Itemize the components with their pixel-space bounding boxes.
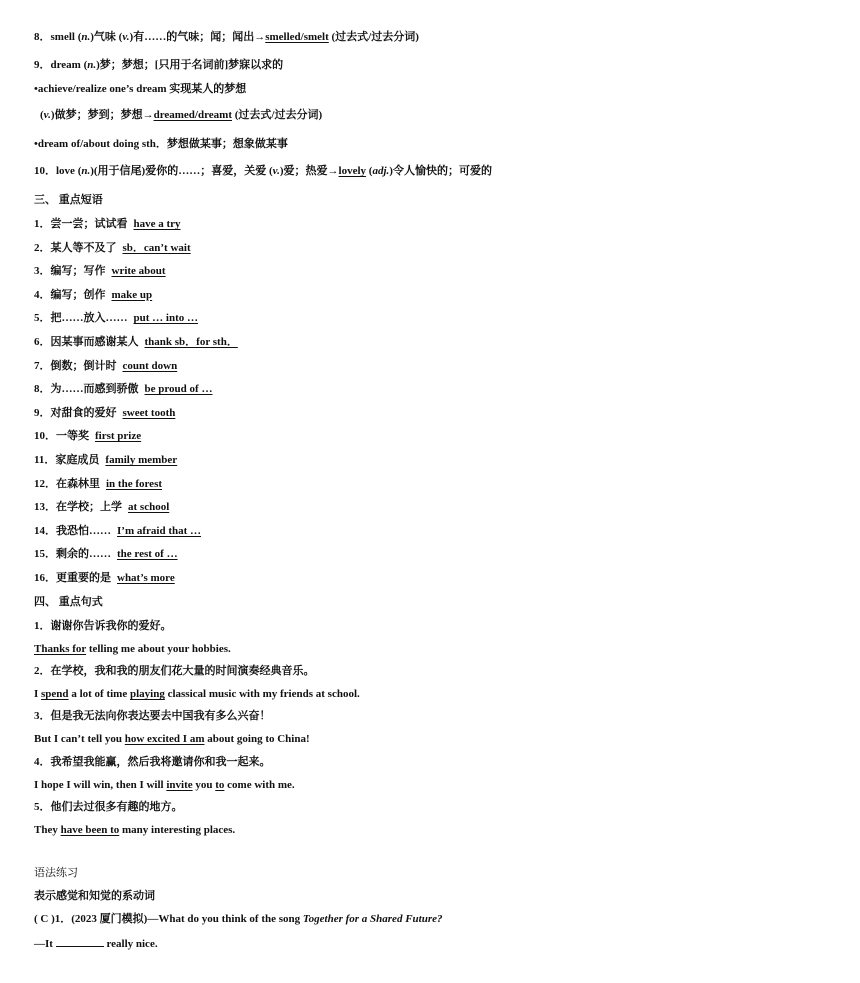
answer: invite (166, 779, 193, 791)
phrase-item (34, 241, 191, 255)
vocab-dream-phrase: •achieve/realize one’s dream 实现某人的梦想 (34, 83, 247, 95)
phrase-answer: first prize (95, 430, 142, 443)
phrase-answer: family member (105, 454, 178, 466)
phrase-cn: 1．尝一尝；试试看 (34, 218, 128, 230)
answer-blank[interactable] (56, 936, 104, 947)
phrase-item (34, 477, 162, 491)
phrase-cn: 14．我恐怕…… (34, 524, 111, 537)
phrase-answer: put … into … (133, 312, 198, 325)
sentence-4-en: I hope I will win, then I will invite you to come with me. (34, 779, 295, 791)
vocab-dream-noun: 9．dream (n.)梦；梦想；[只用于名词前]梦寐以求的 (34, 59, 284, 71)
phrase-item (34, 335, 238, 349)
song-title: Together for a Shared Future? (302, 913, 443, 925)
phrase-item (34, 571, 175, 585)
answer: smelled/smelt (265, 31, 329, 43)
question-1-answer-line: —It really nice. (34, 938, 158, 950)
phrase-item (34, 217, 181, 231)
answer: have been to (60, 824, 120, 836)
phrase-cn: 8．为……而感到骄傲 (34, 383, 139, 396)
phrase-item (34, 524, 201, 538)
phrase-item (34, 453, 177, 467)
sentence-1-en: Thanks for telling me about your hobbies. (34, 643, 231, 655)
answer: Thanks for (34, 643, 87, 655)
grammar-title: 语法练习 (34, 867, 78, 879)
phrase-item (34, 547, 178, 561)
section-title-sentences: 四、 重点句式 (34, 596, 103, 608)
phrase-cn: 15．剩余的…… (34, 548, 111, 561)
phrase-answer: sweet tooth (122, 406, 176, 419)
phrase-cn: 11．家庭成员 (34, 454, 100, 466)
sentence-4-cn: 4．我希望我能赢，然后我将邀请你和我一起来。 (34, 756, 271, 768)
phrase-item (34, 288, 152, 302)
phrase-item (34, 429, 141, 443)
answer: spend (41, 688, 69, 700)
phrase-cn: 9．对甜食的爱好 (34, 406, 117, 419)
vocab-smell: 8．smell (n.)气味 (v.)有……的气味；闻；闻出→smelled/smelt (过去式/过去分词) (34, 31, 419, 43)
answer: to (215, 779, 225, 791)
sentence-1-cn: 1．谢谢你告诉我你的爱好。 (34, 620, 172, 632)
grammar-subtitle: 表示感觉和知觉的系动词 (34, 890, 155, 902)
vocab-dream-of: •dream of/about doing sth．梦想做某事；想象做某事 (34, 138, 288, 150)
phrase-answer: what’s more (117, 572, 175, 584)
phrase-cn: 3．编写；写作 (34, 265, 106, 278)
phrase-item (34, 406, 175, 420)
vocab-dream-verb: (v.)做梦；梦到；梦想→dreamed/dreamt (过去式/过去分词) (40, 109, 323, 121)
phrase-item (34, 500, 169, 514)
phrase-answer: the rest of … (117, 548, 178, 561)
phrase-answer: make up (111, 288, 153, 301)
answer: dreamed/dreamt (153, 109, 232, 121)
phrase-cn: 6．因某事而感谢某人 (34, 336, 139, 348)
phrase-item (34, 311, 198, 325)
phrase-answer: have a try (133, 218, 181, 230)
sentence-5-cn: 5．他们去过很多有趣的地方。 (34, 801, 183, 813)
sentence-2-cn: 2．在学校，我和我的朋友们花大量的时间演奏经典音乐。 (34, 665, 315, 677)
phrase-cn: 7．倒数；倒计时 (34, 359, 117, 372)
phrase-item (34, 264, 166, 278)
sentence-5-en: They have been to many interesting places. (34, 824, 236, 836)
phrase-cn: 2．某人等不及了 (34, 241, 117, 254)
phrase-cn: 13．在学校；上学 (34, 501, 122, 514)
phrase-cn: 4．编写；创作 (34, 288, 106, 301)
phrase-answer: I’m afraid that … (117, 524, 202, 537)
phrase-answer: sb．can’t wait (122, 241, 191, 254)
sentence-3-en: But I can’t tell you how excited I am about going to China! (34, 733, 310, 745)
phrase-item (34, 359, 177, 373)
phrase-cn: 10．一等奖 (34, 430, 89, 443)
phrase-item (34, 382, 212, 396)
answer: how excited I am (124, 733, 205, 745)
answer: lovely (338, 165, 367, 177)
phrase-cn: 5．把……放入…… (34, 312, 128, 325)
question-1: ( C )1．(2023 厦门模拟)—What do you think of the song Together for a Shared Future? (34, 913, 443, 925)
phrase-cn: 12．在森林里 (34, 477, 100, 490)
vocab-love: 10．love (n.)(用于信尾)爱你的……；喜爱，关爱 (v.)爱；热爱→lovely (adj.)令人愉快的；可爱的 (34, 165, 492, 177)
phrase-answer: be proud of … (144, 383, 213, 396)
phrase-cn: 16．更重要的是 (34, 572, 111, 584)
phrase-answer: thank sb．for sth． (144, 336, 238, 348)
phrase-answer: at school (128, 501, 170, 514)
answer: playing (129, 688, 165, 700)
phrase-answer: count down (122, 359, 178, 372)
section-title-phrases: 三、 重点短语 (34, 194, 103, 206)
phrase-answer: write about (111, 265, 166, 278)
phrase-answer: in the forest (106, 477, 163, 490)
sentence-3-cn: 3．但是我无法向你表达要去中国我有多么兴奋！ (34, 710, 271, 722)
sentence-2-en: I spend a lot of time playing classical music with my friends at school. (34, 688, 360, 700)
